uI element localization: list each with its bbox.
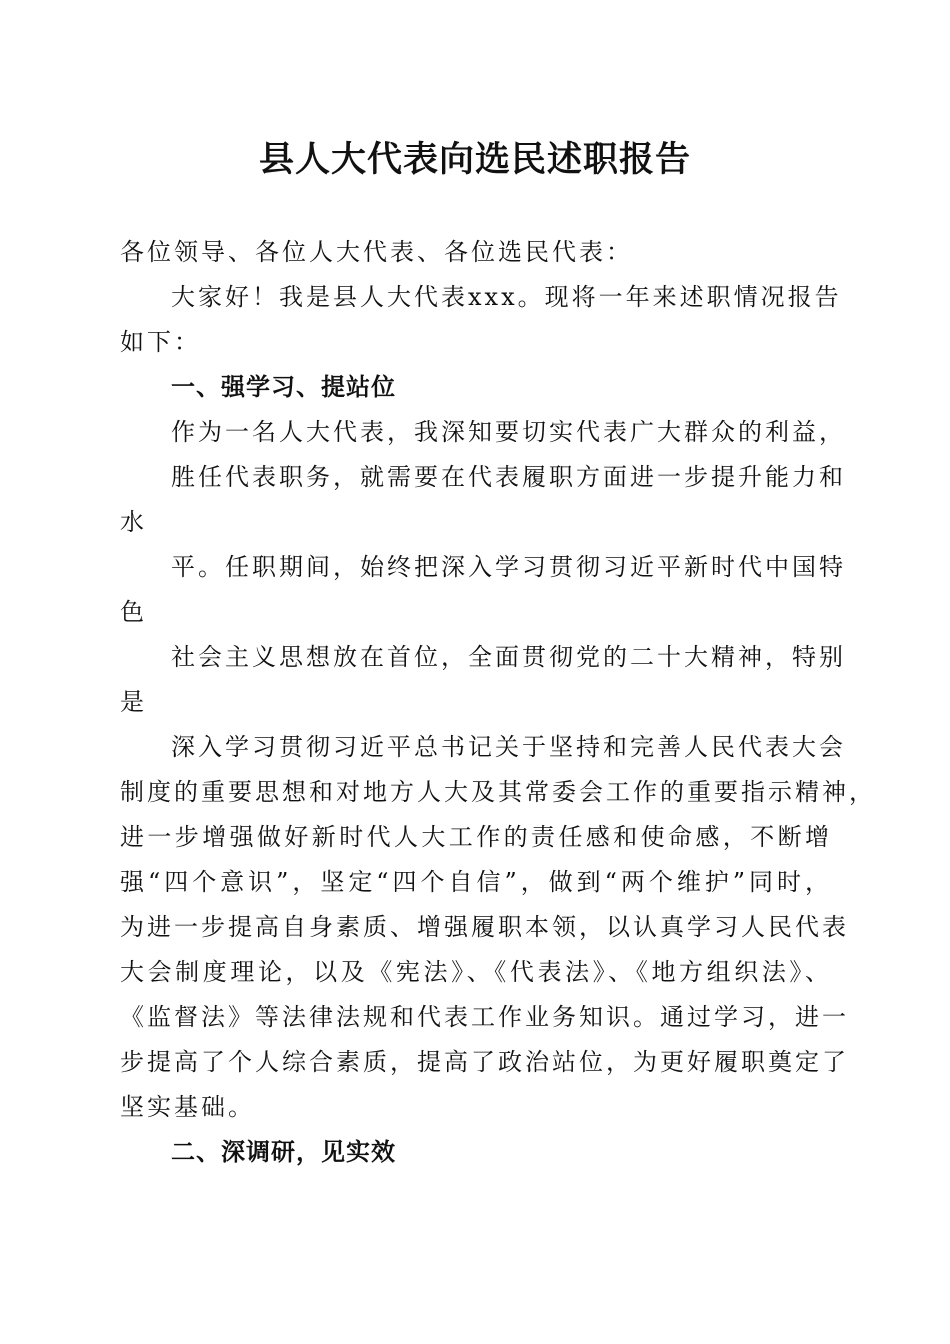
paragraph-line: 水: [120, 508, 147, 536]
section-heading: 一、强学习、提站位: [171, 373, 396, 401]
paragraph-line: 制度的重要思想和对地方人大及其常委会工作的重要指示精神，: [120, 778, 876, 806]
paragraph-line: 为进一步提高自身素质、增强履职本领，以认真学习人民代表: [120, 913, 849, 941]
paragraph-line: 色: [120, 598, 147, 626]
paragraph-line: 《监督法》等法律法规和代表工作业务知识。通过学习，进一: [120, 1003, 849, 1031]
paragraph-line: 作为一名人大代表，我深知要切实代表广大群众的利益，: [171, 418, 846, 446]
paragraph-line: 进一步增强做好新时代人大工作的责任感和使命感，不断增: [120, 823, 832, 851]
paragraph-line: 坚实基础。: [120, 1093, 255, 1121]
greeting-line: 大家好！我是县人大代表xxx。现将一年来述职情况报告: [171, 283, 842, 311]
document-body: [120, 230, 876, 1175]
paragraph-line: 胜任代表职务，就需要在代表履职方面进一步提升能力和: [171, 463, 846, 491]
greeting-line: 如下：: [120, 328, 201, 356]
document-title: 县人大代表向选民述职报告: [258, 139, 691, 180]
section-heading: 二、深调研，见实效: [171, 1138, 396, 1166]
paragraph-line: 大会制度理论，以及《宪法》、《代表法》、《地方组织法》、: [120, 958, 832, 986]
paragraph-line: 社会主义思想放在首位，全面贯彻党的二十大精神，特别: [171, 643, 846, 671]
salutation: 各位领导、各位人大代表、各位选民代表：: [120, 238, 633, 266]
paragraph-line: 强“四个意识”，坚定“四个自信”，做到“两个维护”同时，: [120, 868, 832, 896]
paragraph-line: 平。任职期间，始终把深入学习贯彻习近平新时代中国特: [171, 553, 846, 581]
paragraph-line: 是: [120, 688, 147, 716]
paragraph-line: 步提高了个人综合素质，提高了政治站位，为更好履职奠定了: [120, 1048, 849, 1076]
paragraph-line: 深入学习贯彻习近平总书记关于坚持和完善人民代表大会: [171, 733, 846, 761]
